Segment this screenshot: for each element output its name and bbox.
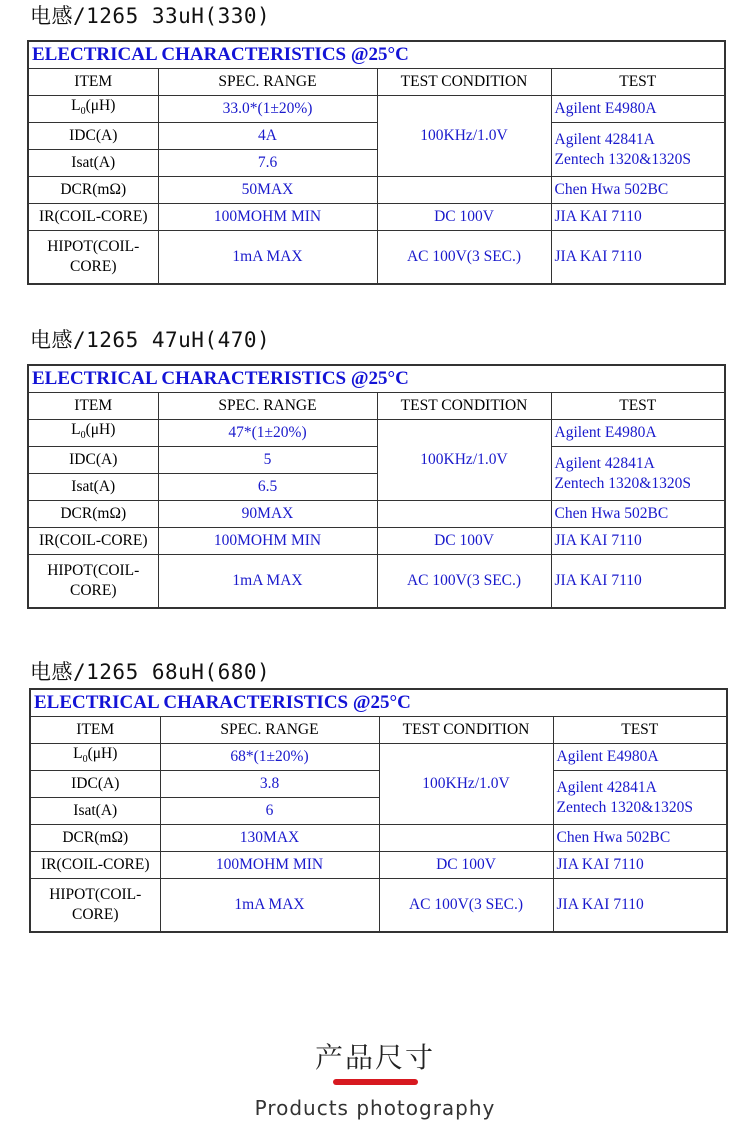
test-ir: JIA KAI 7110: [551, 528, 725, 555]
test-hipot: JIA KAI 7110: [551, 231, 725, 285]
item-l0: $L_0(\mu H)$: [28, 420, 158, 447]
col-item: ITEM: [30, 717, 160, 744]
section-title-680: 电感/1265 68uH(680): [30, 660, 271, 684]
item-ir: IR(COIL-CORE): [28, 204, 158, 231]
item-idc: IDC(A): [28, 447, 158, 474]
spec-hipot: 1mA MAX: [158, 231, 377, 285]
item-dcr: DCR(mΩ): [28, 501, 158, 528]
item-isat: Isat(A): [28, 150, 158, 177]
test-shared: Agilent 42841A Zentech 1320&1320S: [553, 771, 727, 825]
spec-l0: 47*(1±20%): [158, 420, 377, 447]
item-l0: $L_0(\mu H)$: [28, 96, 158, 123]
spec-dcr: 90MAX: [158, 501, 377, 528]
condition-hipot: AC 100V(3 SEC.): [377, 231, 551, 285]
spec-hipot: 1mA MAX: [158, 555, 377, 609]
footer-accent-bar: [333, 1079, 418, 1085]
col-spec-range: SPEC. RANGE: [158, 69, 377, 96]
section-title-470: 电感/1265 47uH(470): [30, 328, 271, 352]
spec-table-680: [29, 688, 728, 933]
section-title-330: 电感/1265 33uH(330): [30, 4, 271, 28]
condition-shared: 100KHz/1.0V: [377, 96, 551, 177]
spec-l0: 68*(1±20%): [160, 744, 379, 771]
item-hipot: HIPOT(COIL- CORE): [30, 879, 160, 933]
test-dcr: Chen Hwa 502BC: [551, 177, 725, 204]
condition-dcr: [377, 501, 551, 528]
item-l0: $L_0(\mu H)$: [30, 744, 160, 771]
col-item: ITEM: [28, 69, 158, 96]
test-l0: Agilent E4980A: [551, 420, 725, 447]
item-dcr: DCR(mΩ): [30, 825, 160, 852]
spec-hipot: 1mA MAX: [160, 879, 379, 933]
table-header: ELECTRICAL CHARACTERISTICS @25°C: [28, 365, 725, 393]
item-idc: IDC(A): [30, 771, 160, 798]
test-l0: Agilent E4980A: [551, 96, 725, 123]
spec-ir: 100MOHM MIN: [158, 528, 377, 555]
col-item: ITEM: [28, 393, 158, 420]
table-header: ELECTRICAL CHARACTERISTICS @25°C: [28, 41, 725, 69]
footer-title-en: Products photography: [254, 1096, 496, 1120]
condition-shared: 100KHz/1.0V: [379, 744, 553, 825]
spec-table-330: [27, 40, 726, 285]
condition-ir: DC 100V: [377, 204, 551, 231]
test-shared: Agilent 42841A Zentech 1320&1320S: [551, 123, 725, 177]
table-header: ELECTRICAL CHARACTERISTICS @25°C: [30, 689, 727, 717]
test-ir: JIA KAI 7110: [551, 204, 725, 231]
footer-title-cn: 产品尺寸: [314, 1041, 435, 1074]
col-test: TEST: [553, 717, 727, 744]
col-test: TEST: [551, 393, 725, 420]
item-isat: Isat(A): [28, 474, 158, 501]
spec-dcr: 130MAX: [160, 825, 379, 852]
spec-idc: 5: [158, 447, 377, 474]
col-spec-range: SPEC. RANGE: [158, 393, 377, 420]
condition-shared: 100KHz/1.0V: [377, 420, 551, 501]
condition-dcr: [377, 177, 551, 204]
item-hipot: HIPOT(COIL- CORE): [28, 231, 158, 285]
spec-isat: 6: [160, 798, 379, 825]
condition-ir: DC 100V: [379, 852, 553, 879]
spec-table-470: [27, 364, 726, 609]
item-hipot: HIPOT(COIL- CORE): [28, 555, 158, 609]
item-ir: IR(COIL-CORE): [28, 528, 158, 555]
spec-ir: 100MOHM MIN: [160, 852, 379, 879]
spec-isat: 7.6: [158, 150, 377, 177]
condition-ir: DC 100V: [377, 528, 551, 555]
condition-hipot: AC 100V(3 SEC.): [379, 879, 553, 933]
spec-isat: 6.5: [158, 474, 377, 501]
test-ir: JIA KAI 7110: [553, 852, 727, 879]
test-hipot: JIA KAI 7110: [553, 879, 727, 933]
test-shared: Agilent 42841A Zentech 1320&1320S: [551, 447, 725, 501]
spec-idc: 3.8: [160, 771, 379, 798]
condition-hipot: AC 100V(3 SEC.): [377, 555, 551, 609]
test-dcr: Chen Hwa 502BC: [553, 825, 727, 852]
col-test: TEST: [551, 69, 725, 96]
col-test-condition: TEST CONDITION: [379, 717, 553, 744]
test-l0: Agilent E4980A: [553, 744, 727, 771]
spec-dcr: 50MAX: [158, 177, 377, 204]
test-hipot: JIA KAI 7110: [551, 555, 725, 609]
spec-ir: 100MOHM MIN: [158, 204, 377, 231]
col-spec-range: SPEC. RANGE: [160, 717, 379, 744]
spec-idc: 4A: [158, 123, 377, 150]
col-test-condition: TEST CONDITION: [377, 69, 551, 96]
col-test-condition: TEST CONDITION: [377, 393, 551, 420]
spec-l0: 33.0*(1±20%): [158, 96, 377, 123]
item-idc: IDC(A): [28, 123, 158, 150]
test-dcr: Chen Hwa 502BC: [551, 501, 725, 528]
item-isat: Isat(A): [30, 798, 160, 825]
condition-dcr: [379, 825, 553, 852]
item-ir: IR(COIL-CORE): [30, 852, 160, 879]
item-dcr: DCR(mΩ): [28, 177, 158, 204]
